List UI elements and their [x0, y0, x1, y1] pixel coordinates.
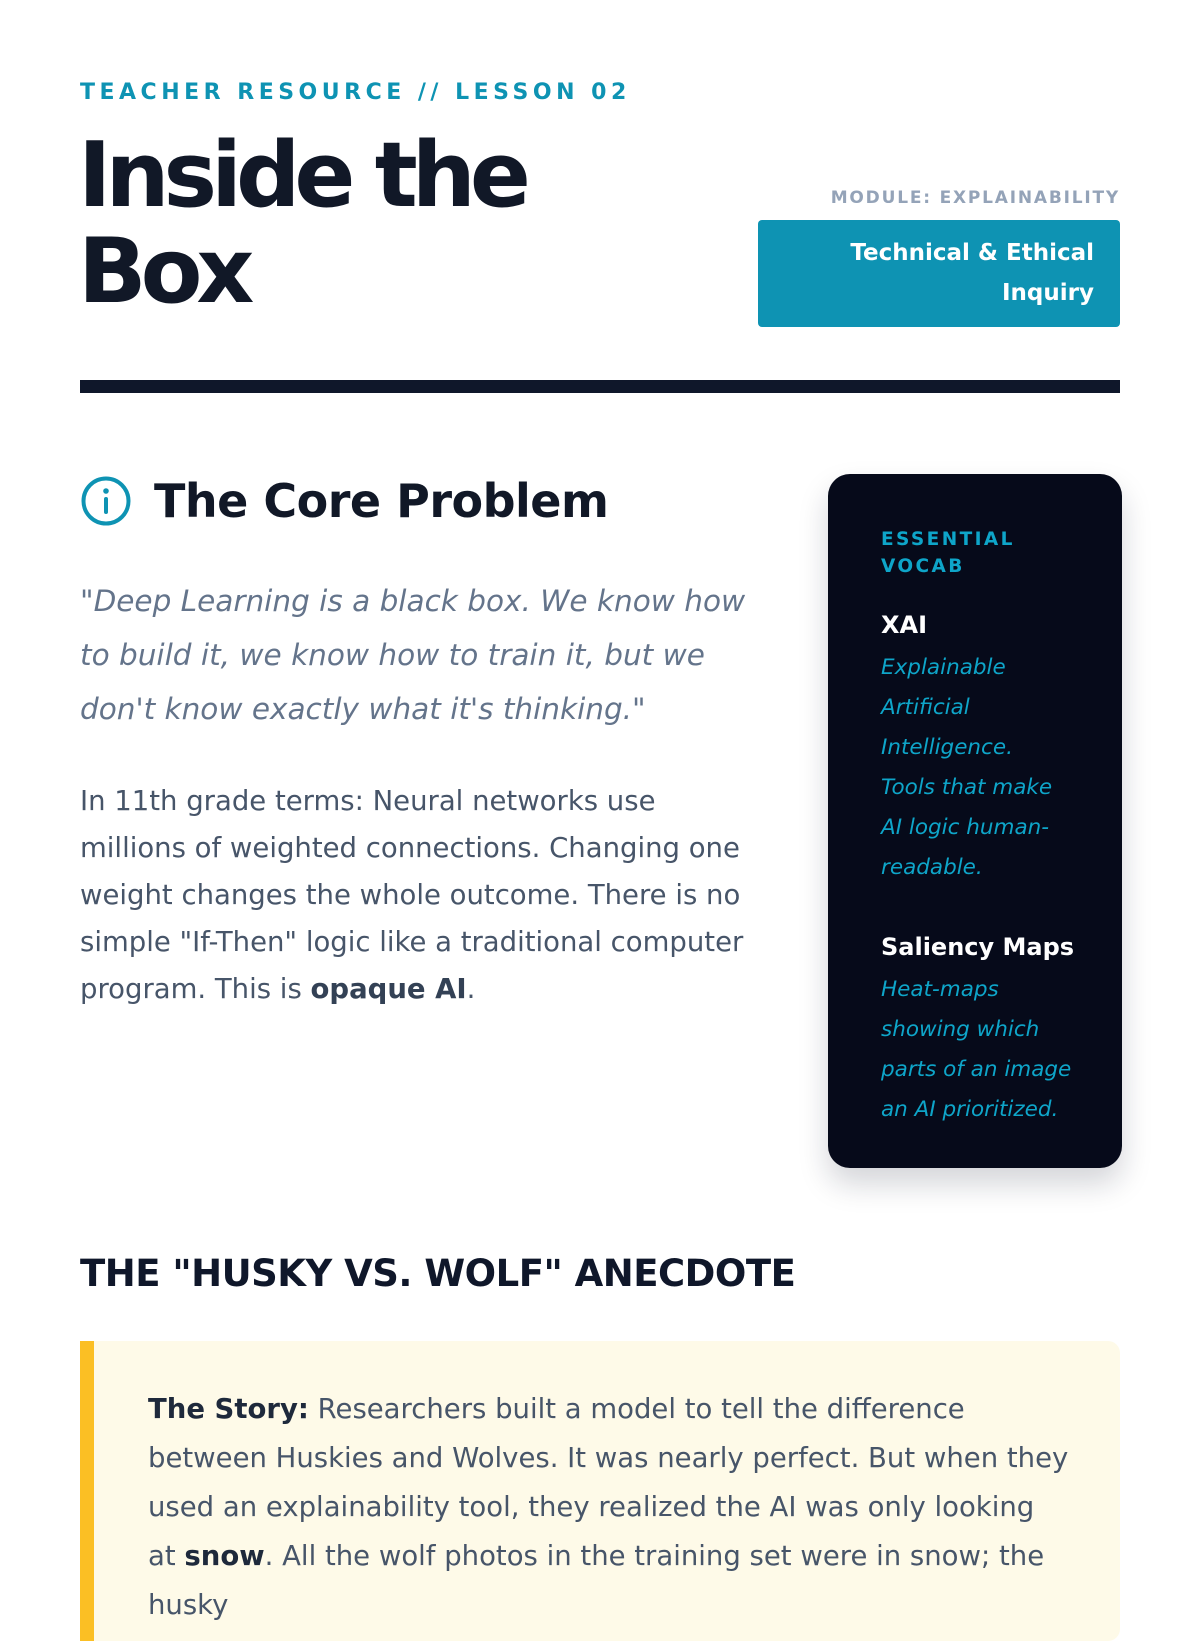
vocab-heading: ESSENTIAL VOCAB	[881, 529, 1015, 577]
story-label: The Story:	[148, 1393, 309, 1425]
lesson-kicker: TEACHER RESOURCE // LESSON 02	[80, 80, 631, 105]
module-badge-text: Technical & Ethical Inquiry	[850, 240, 1094, 306]
story-body: Researchers built a model to tell the difference between Huskies and Wolves. It was nearly perfect. But when they used an explainability tool, they realized the AI was only looking at	[148, 1393, 1069, 1572]
core-problem-heading: The Core Problem	[154, 474, 609, 528]
module-badge	[758, 220, 1120, 327]
core-problem-body-lead: In 11th grade terms: Neural networks use millions of weighted connections. Changing one weight changes the whole outcome. There is no simple "If-Then" logic like a traditional computer program. This is	[80, 785, 744, 1005]
vocab-term-saliency-maps: Saliency Maps	[881, 933, 1075, 961]
vocab-card	[828, 474, 1122, 1168]
anecdote-heading: THE "HUSKY VS. WOLF" ANECDOTE	[80, 1252, 796, 1295]
vocab-definition-saliency-maps: Heat-maps showing which parts of an image an AI prioritized.	[881, 977, 1072, 1122]
module-label: MODULE: EXPLAINABILITY	[830, 188, 1120, 208]
vocab-term-xai: XAI	[881, 611, 928, 639]
core-problem-body-end: .	[466, 973, 476, 1005]
info-icon	[80, 475, 132, 527]
black-box-quote: "Deep Learning is a black box. We know how to build it, we know how to train it, but we don't know exactly what it's thinking."	[80, 584, 746, 726]
core-problem-header	[80, 470, 608, 532]
opaque-ai-term: opaque AI	[310, 973, 467, 1005]
snow-term: snow	[184, 1540, 265, 1572]
story-body-end: . All the wolf photos in the training set were in snow; the husky	[148, 1540, 1045, 1621]
core-problem-body	[80, 778, 760, 1013]
vocab-definition-xai: Explainable Artificial Intelligence. Tools that make AI logic human-readable.	[881, 655, 1053, 880]
story-text	[148, 1385, 1070, 1630]
header-divider	[80, 380, 1120, 393]
story-callout	[80, 1341, 1120, 1641]
page-title: Inside the Box	[78, 123, 525, 324]
